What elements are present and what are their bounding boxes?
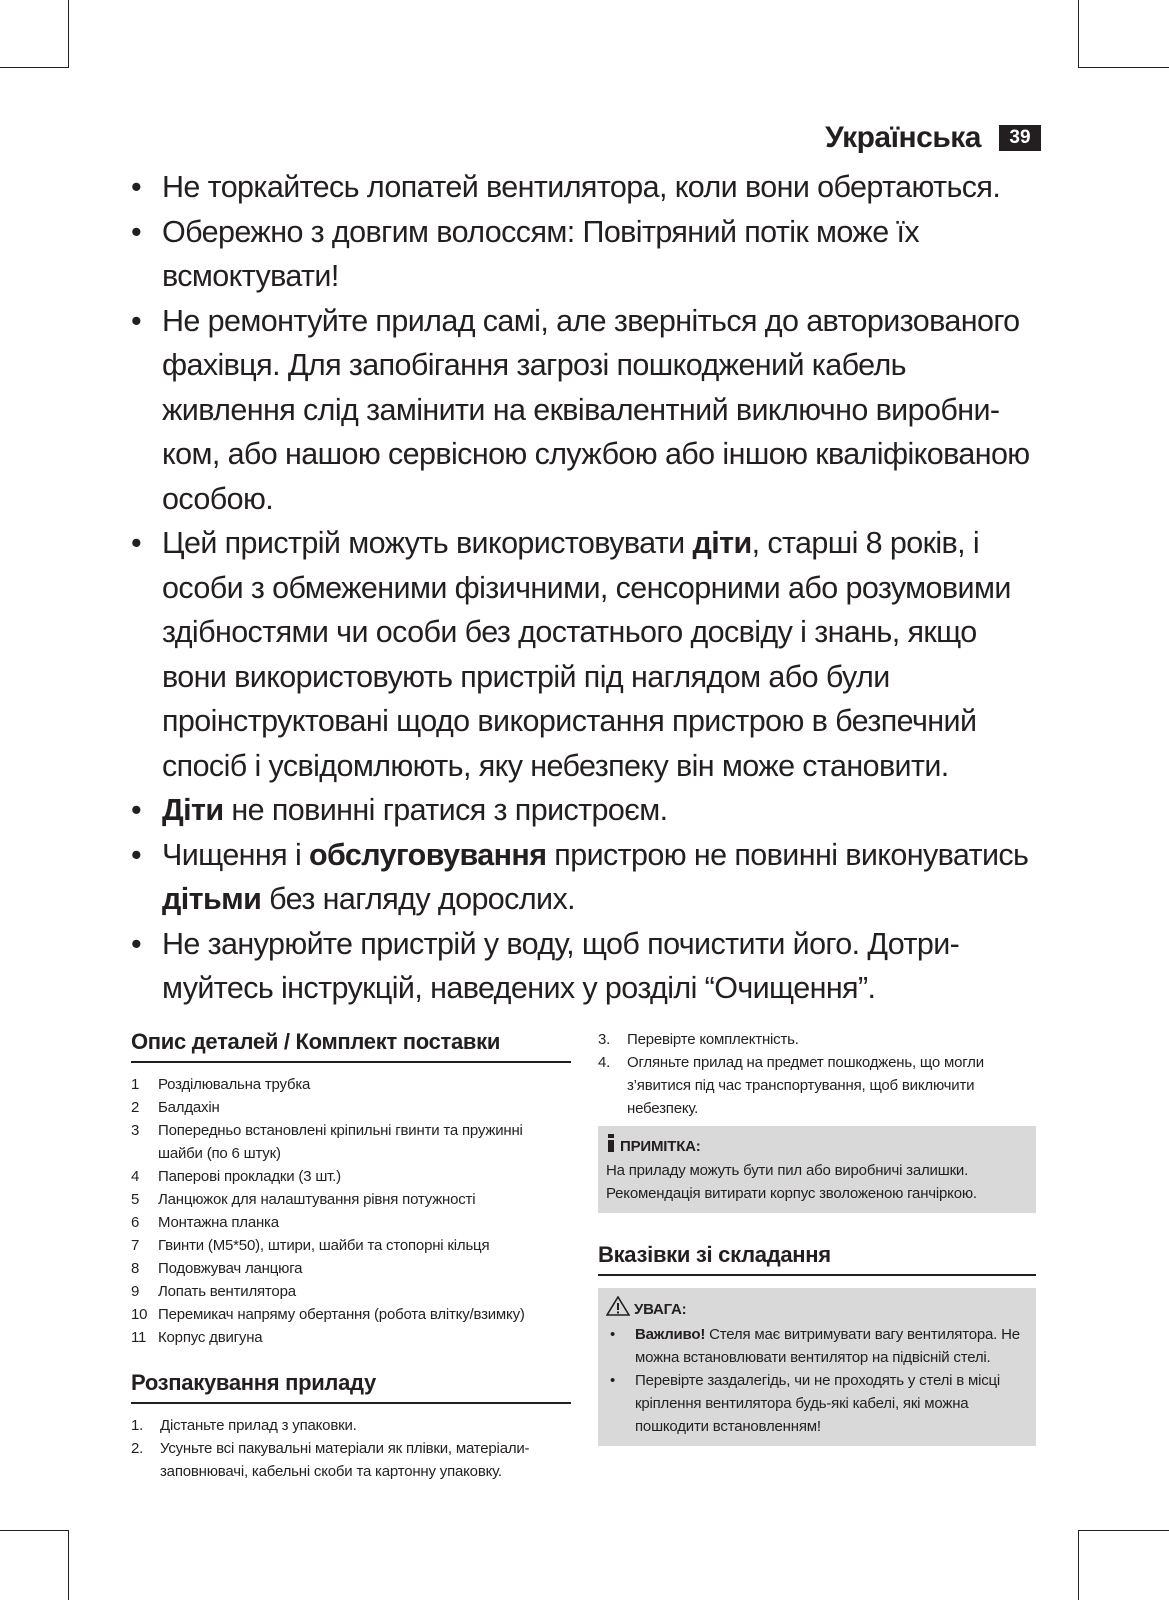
step-number: 1.: [131, 1417, 144, 1434]
note-box: [598, 1126, 1036, 1213]
item-number: 11: [131, 1329, 147, 1346]
bullet-text: Не торкайтесь лопатей вентилятора, коли вони обертаються.: [162, 170, 1001, 204]
item-text: Гвинти (M5*50), штири, шайби та стопорні кільця: [158, 1237, 490, 1254]
safety-bullet-item: [131, 788, 1031, 833]
parts-list-item: [131, 1211, 571, 1234]
item-text: Балдахін: [158, 1099, 220, 1116]
crop-mark-top-right-h: [1078, 67, 1169, 68]
crop-mark-top-left-h: [0, 67, 68, 68]
parts-list-item: [131, 1326, 571, 1349]
warning-text: Стеля має витримувати вагу вентилятора. Не можна встановлювати вентилятор на підвісній стелі.: [635, 1326, 1020, 1366]
bullet-dot: •: [131, 170, 142, 204]
assembly-section-title: Вказівки зі складання: [598, 1243, 1036, 1276]
safety-instructions-list: [131, 165, 1031, 1011]
step-text: Перевірте комплектність.: [627, 1031, 799, 1048]
bullet-text: , старші 8 років, і особи з обмеженими фізичними, сенсорними або розумовими здібностями чи особи без достатнього досвіду і знань, якщо вони використовують пристрій під наглядом або були проінструктовані щодо використання пристрою в безпечний спосіб і усвідомлюють, яку небезпеку він може становити.: [162, 526, 1011, 783]
item-number: 6: [131, 1214, 140, 1231]
item-text: Ланцюжок для налаштування рівня потужності: [158, 1191, 476, 1208]
warning-emphasis: Важливо!: [635, 1326, 706, 1343]
item-text: Корпус двигуна: [158, 1329, 263, 1346]
bullet-text: не повинні гратися з пристроєм.: [223, 793, 668, 827]
item-number: 10: [131, 1306, 148, 1323]
item-number: 9: [131, 1283, 140, 1300]
bullet-text: Не занурюйте пристрій у воду, щоб почистити його. Дотримуйтесь інструкцій, наведених у розділі “Очищення”.: [162, 926, 960, 1005]
note-title-text: ПРИМІТКА:: [620, 1138, 701, 1155]
item-number: 3: [131, 1122, 140, 1139]
parts-section-title: Опис деталей / Комплект поставки: [131, 1030, 571, 1063]
safety-bullet-item: [131, 922, 1031, 1011]
crop-mark-top-right-v: [1078, 0, 1079, 68]
parts-list-item: [131, 1073, 571, 1096]
page-header: [825, 121, 1041, 155]
step-text: Дістаньте прилад з упаковки.: [160, 1417, 357, 1434]
safety-bullet-item: [131, 210, 1031, 299]
step-number: 4.: [598, 1054, 611, 1071]
item-text: Паперові прокладки (3 шт.): [158, 1168, 341, 1185]
item-text: Монтажна планка: [158, 1214, 279, 1231]
warning-item: [606, 1323, 1028, 1369]
warning-title: [606, 1296, 1028, 1323]
note-title: [606, 1134, 1028, 1159]
step-number: 3.: [598, 1031, 611, 1048]
item-text: Лопать вентилятора: [158, 1283, 296, 1300]
bullet-text: пристрою не повинні виконуватись: [546, 837, 1029, 872]
parts-list-item: [131, 1188, 571, 1211]
note-text: На приладу можуть бути пил або виробничі залишки. Рекомендація витирати корпус зволоженою ганчіркою.: [606, 1162, 977, 1202]
unpack-steps-list: [131, 1414, 571, 1483]
crop-mark-bottom-left-v: [68, 1530, 69, 1600]
parts-list-item: [131, 1119, 571, 1165]
language-label: Українська: [825, 121, 981, 154]
item-number: 8: [131, 1260, 140, 1277]
warning-title-text: УВАГА:: [634, 1301, 687, 1318]
bullet-text: Цей пристрій можуть використовувати: [162, 526, 693, 560]
emphasis-text: обслуговування: [309, 837, 547, 872]
bullet-text: Чищення і: [162, 837, 310, 872]
bullet-dot: •: [610, 1326, 616, 1343]
bullet-dot: •: [610, 1372, 616, 1389]
warning-box: [598, 1288, 1036, 1446]
parts-list-item: [131, 1234, 571, 1257]
item-number: 7: [131, 1237, 140, 1254]
emphasis-text: діти: [692, 526, 752, 560]
item-number: 1: [131, 1076, 140, 1093]
bullet-dot: •: [131, 303, 142, 338]
parts-list: [131, 1073, 571, 1349]
item-number: 2: [131, 1099, 140, 1116]
item-text: Перемикач напряму обертання (робота влітку/взимку): [158, 1306, 525, 1323]
safety-bullet-item: [131, 165, 1031, 210]
item-text: Подовжувач ланцюга: [158, 1260, 303, 1277]
item-text: Розділювальна трубка: [158, 1076, 311, 1093]
left-column: [131, 1030, 571, 1483]
unpack-section-title: Розпакування приладу: [131, 1371, 571, 1404]
bullet-text: Не ремонтуйте прилад самі, але зверніться до авторизованого фахівця. Для запобігання загрозі пошкоджений кабель живлення слід замінити на еквівалентний виключно виробником, або нашою сервісною службою або іншою кваліфікованою особою.: [162, 303, 1030, 516]
unpack-step: [598, 1028, 1036, 1051]
bullet-text: Обережно з довгим волоссям: Повітряний потік може їх всмоктувати!: [162, 214, 919, 293]
right-column: [598, 1028, 1036, 1446]
warning-triangle-icon: [606, 1296, 630, 1323]
step-text: Усуньте всі пакувальні матеріали як плівки, матеріали-заповнювачі, кабельні скоби та картонну упаковку.: [160, 1440, 530, 1480]
emphasis-text: Діти: [162, 793, 224, 827]
crop-mark-top-left-v: [68, 0, 69, 68]
safety-bullet-item: [131, 833, 1031, 922]
crop-mark-bottom-right-h: [1078, 1530, 1169, 1531]
unpack-step: [131, 1437, 571, 1483]
info-icon: [606, 1134, 616, 1159]
parts-list-item: [131, 1096, 571, 1119]
crop-mark-bottom-right-v: [1078, 1530, 1079, 1600]
parts-list-item: [131, 1257, 571, 1280]
safety-bullet-item: [131, 521, 1031, 788]
bullet-dot: •: [131, 837, 142, 872]
bullet-text: без нагляду дорослих.: [261, 882, 575, 916]
parts-list-item: [131, 1165, 571, 1188]
bullet-dot: •: [131, 214, 142, 249]
warning-item-text: [635, 1323, 1028, 1369]
step-text: Огляньте прилад на предмет пошкоджень, що могли з’явитися під час транспортування, щоб виключити небезпеку.: [627, 1054, 984, 1117]
bullet-dot: •: [131, 526, 142, 560]
item-text: Попередньо встановлені кріпильні гвинти та пружинні шайби (по 6 штук): [158, 1122, 523, 1162]
parts-list-item: [131, 1303, 571, 1326]
page-number-badge: 39: [999, 125, 1041, 151]
warning-item-text: [635, 1369, 1028, 1438]
warning-item: [606, 1369, 1028, 1438]
warning-text: Перевірте заздалегідь, чи не проходять у стелі в місці кріплення вентилятора будь-які кабелі, які можна пошкодити встановленням!: [635, 1372, 1001, 1435]
emphasis-text: дітьми: [162, 882, 262, 916]
step-number: 2.: [131, 1440, 144, 1457]
unpack-steps-list-continued: [598, 1028, 1036, 1120]
bullet-dot: •: [131, 926, 142, 961]
bullet-dot: •: [131, 793, 142, 827]
unpack-step: [598, 1051, 1036, 1120]
item-number: 5: [131, 1191, 140, 1208]
safety-bullet-item: [131, 299, 1031, 522]
crop-mark-bottom-left-h: [0, 1530, 68, 1531]
unpack-step: [131, 1414, 571, 1437]
item-number: 4: [131, 1168, 140, 1185]
warning-list: [606, 1323, 1028, 1438]
parts-list-item: [131, 1280, 571, 1303]
